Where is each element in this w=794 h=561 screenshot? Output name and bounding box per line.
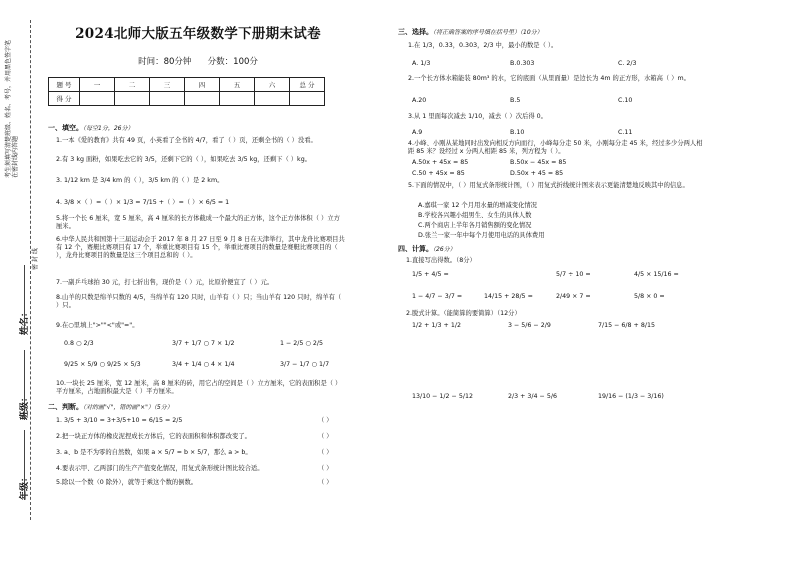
score-cell[interactable] [185,92,220,106]
class-label: 班级： [20,392,30,420]
step-calc[interactable]: 7/15 − 6/8 + 8/15 [598,322,655,329]
choice-q4: 4.小峰、小刚从某地同时出发向相反方向而行，小峰每分走 50 米，小刚每分走 45 米，经过多少分两人相距 85 米？设经过 x 分两人相距 85 米，列方程为（ ）。 [408,140,703,155]
step-calc[interactable]: 19/16 − (1/3 − 3/16) [598,393,664,400]
direct-calc[interactable]: 5/8 × 0 = [634,293,665,300]
direct-calc[interactable]: 4/5 × 15/16 = [634,271,679,278]
choice-q5: 5.下面的情况中，（ ）用复式条形统计图，（ ）用复式折线统计图来表示更能清楚地反映其中的信息。 [408,182,689,189]
score-row-label: 得 分 [49,92,80,106]
grade-label: 年级： [20,472,30,500]
step-calc[interactable]: 2/3 + 3/4 − 5/6 [508,393,557,400]
compare-expr[interactable]: 0.8 ○ 2/3 [64,340,94,347]
choice-option[interactable]: A.嘉琪一家 12 个月用水量的增减变化情况 [418,202,537,209]
choice-option[interactable]: B.0.303 [510,60,535,67]
score-header-cell: 五 [220,78,255,92]
score-header-cell: 三 [150,78,185,92]
grade-blank[interactable] [24,430,26,500]
compare-expr[interactable]: 3/4 + 1/4 ○ 4 × 1/4 [172,361,235,368]
judge-item-2: 2.把一块正方体的橡皮泥捏成长方体后，它的表面积和体积都改变了。 [56,433,251,440]
time-label: 时间：80分钟 [138,57,192,67]
answer-paren[interactable]: （ ） [318,433,333,440]
fill-item-3: 3. 1/12 km 是 3/4 km 的（ ），3/5 km 的（ ）是 2 km。 [56,177,224,184]
section-judge-title [48,402,173,412]
score-header-cell: 四 [185,78,220,92]
fill-item-1: 1.一本《爱的教育》共有 49 页，小英看了全书的 4/7，看了（ ）页，还剩全书的（ ）没看。 [56,137,317,144]
judge-item-3: 3. a、b 是不为零的自然数，如果 a × 5/7 = b × 5/7，那么 a > b。 [56,449,252,456]
section-title: 四、计算。 [398,245,433,253]
exam-meta [48,55,348,67]
calc-sub1: 1.直接写出得数。（8分） [406,257,476,264]
score-header-cell: 二 [115,78,150,92]
section-instruction: （每空1分，26分） [83,125,134,132]
fill-item-9: 9.在○里填上">""<"或"="。 [56,322,139,329]
judge-item-5: 5.除以一个数（0 除外），就等于乘这个数的倒数。 [56,479,198,486]
binding-notice: 考生须填写清楚班级、姓名、考号，并用黑色签字笔在密封线内答题 [5,39,19,178]
compare-expr[interactable]: 3/7 − 1/7 ○ 1/7 [280,361,330,368]
score-header-cell: 六 [255,78,290,92]
compare-expr[interactable]: 1 − 2/5 ○ 2/5 [280,340,324,347]
choice-option[interactable]: B.10 [510,129,525,136]
section-title: 二、判断。 [48,403,83,411]
choice-option[interactable]: A. 1/3 [412,60,431,67]
compare-expr[interactable]: 9/25 × 5/9 ○ 9/25 × 5/3 [64,361,141,368]
answer-paren[interactable]: （ ） [318,465,333,472]
score-cell[interactable] [255,92,290,106]
answer-paren[interactable]: （ ） [318,417,333,424]
section-calc-title [398,244,456,254]
fill-item-5: 5.将一个长 6 厘米，宽 5 厘米，高 4 厘米的长方体截成一个最大的正方体，这个正方体体积（ ）立方厘米。 [56,215,340,230]
fill-item-2: 2.有 3 kg 面粉，如果吃去它的 3/5，还剩下它的（ ），如果吃去 3/5 kg，还剩下（ ）kg。 [56,156,311,163]
score-header-cell: 一 [80,78,115,92]
section-instruction: （26分） [433,246,456,253]
score-table-header [49,78,325,92]
answer-paren[interactable]: （ ） [318,449,333,456]
choice-option[interactable]: D.50x + 45 = 85 [510,170,564,177]
score-cell[interactable] [220,92,255,106]
total-score-label: 分数：100分 [207,57,258,67]
section-instruction: （将正确答案的序号填在括号里）（10分） [433,29,543,36]
score-table-row [49,92,325,106]
name-label: 姓名： [20,307,30,335]
direct-calc[interactable]: 5/7 ÷ 10 = [556,271,591,278]
direct-calc[interactable]: 1 − 4/7 − 3/7 = [412,293,463,300]
seal-label: 密 封 线 [32,248,39,270]
score-cell[interactable] [115,92,150,106]
step-calc[interactable]: 3 − 5/6 − 2/9 [508,322,551,329]
score-cell[interactable] [290,92,325,106]
choice-option[interactable]: A.9 [412,129,423,136]
section-fill-blanks-title [48,123,133,133]
choice-option[interactable]: C.两个商店上半年各月销售额的变化情况 [418,222,532,229]
name-blank[interactable] [24,265,26,335]
choice-option[interactable]: C.50 + 45x = 85 [412,170,465,177]
fill-item-7: 7.一副乒乓球拍 30 元，打七折出售，现价是（ ）元，比原价便宜了（ ）元。 [56,279,274,286]
score-cell[interactable] [80,92,115,106]
choice-option[interactable]: B.学校各兴趣小组男生、女生的具体人数 [418,212,532,219]
choice-option[interactable]: B.5 [510,97,521,104]
step-calc[interactable]: 1/2 + 1/3 + 1/2 [412,322,461,329]
choice-option[interactable]: D.张兰一家一年中每个月使用电话的具体费用 [418,232,545,239]
class-blank[interactable] [24,350,26,420]
score-table [48,77,325,106]
choice-q1: 1.在 1/3，0.33，0.303，2/3 中，最小的数是（ ）。 [408,42,558,49]
answer-paren[interactable]: （ ） [318,479,333,486]
judge-item-1: 1. 3/5 + 3/10 = 3+3/5+10 = 6/15 = 2/5 [56,417,183,424]
fill-item-10: 10.一块长 25 厘米，宽 12 厘米，高 8 厘米的砖，用它占的空间是（ ）立方厘米，它的表面积是（ ）平方厘米，占地面积最大是（ ）平方厘米。 [56,380,342,395]
step-calc[interactable]: 13/10 − 1/2 − 5/12 [412,393,473,400]
score-header-cell: 总 分 [290,78,325,92]
choice-q3: 3.从 1 里面每次减去 1/10，减去（ ）次后得 0。 [408,113,547,120]
section-title: 一、填空。 [48,124,83,132]
choice-q2: 2.一个长方体水箱能装 80m³ 的水，它的底面（从里面量）是边长为 4m 的正方形，水箱高（ ）m。 [408,75,690,82]
calc-sub2: 2.脱式计算。（能简算的要简算）（12分） [406,310,521,317]
seal-line [30,20,31,520]
section-choice-title [398,27,543,37]
fill-item-6: 6.中华人民共和国第十三届运动会于 2017 年 8 月 27 日至 9 月 8 日在天津举行，其中龙舟比赛项目共有 12 个，赛艇比赛项目有 17 个，举重比赛项目有 15 个，举重比赛项目的数量是赛艇比赛项目的（ ），龙舟比赛项目的数量是这三个项目总和的（ ）。 [56,236,345,259]
direct-calc[interactable]: 14/15 + 28/5 = [484,293,533,300]
choice-option[interactable]: C.10 [618,97,633,104]
choice-option[interactable]: B.50x − 45x = 85 [510,159,567,166]
section-instruction: （对的画"√"，错的画"×"）（5分） [83,404,173,411]
section-title: 三、选择。 [398,28,433,36]
choice-option[interactable]: C. 2/3 [618,60,637,67]
choice-option[interactable]: A.50x + 45x = 85 [412,159,469,166]
direct-calc[interactable]: 1/5 + 4/5 = [412,271,449,278]
judge-item-4: 4.要表示甲、乙两部门的生产产值变化情况，用复式条形统计图比较合适。 [56,465,264,472]
score-header-cell: 题 号 [49,78,80,92]
direct-calc[interactable]: 2/49 × 7 = [556,293,591,300]
fill-item-8: 8.山羊的只数是绵羊只数的 4/5，当绵羊有 120 只时，山羊有（ ）只；当山羊有 120 只时，绵羊有（ ）只。 [56,294,342,309]
score-cell[interactable] [150,92,185,106]
fill-item-4: 4. 3/8 ×（ ）=（ ）× 1/3 = 7/15 +（ ）=（ ）× 6/5 = 1 [56,199,230,206]
choice-option[interactable]: A.20 [412,97,427,104]
compare-expr[interactable]: 3/7 + 1/7 ○ 7 × 1/2 [172,340,235,347]
exam-title: 2024北师大版五年级数学下册期末试卷 [75,26,321,42]
choice-option[interactable]: C.11 [618,129,633,136]
